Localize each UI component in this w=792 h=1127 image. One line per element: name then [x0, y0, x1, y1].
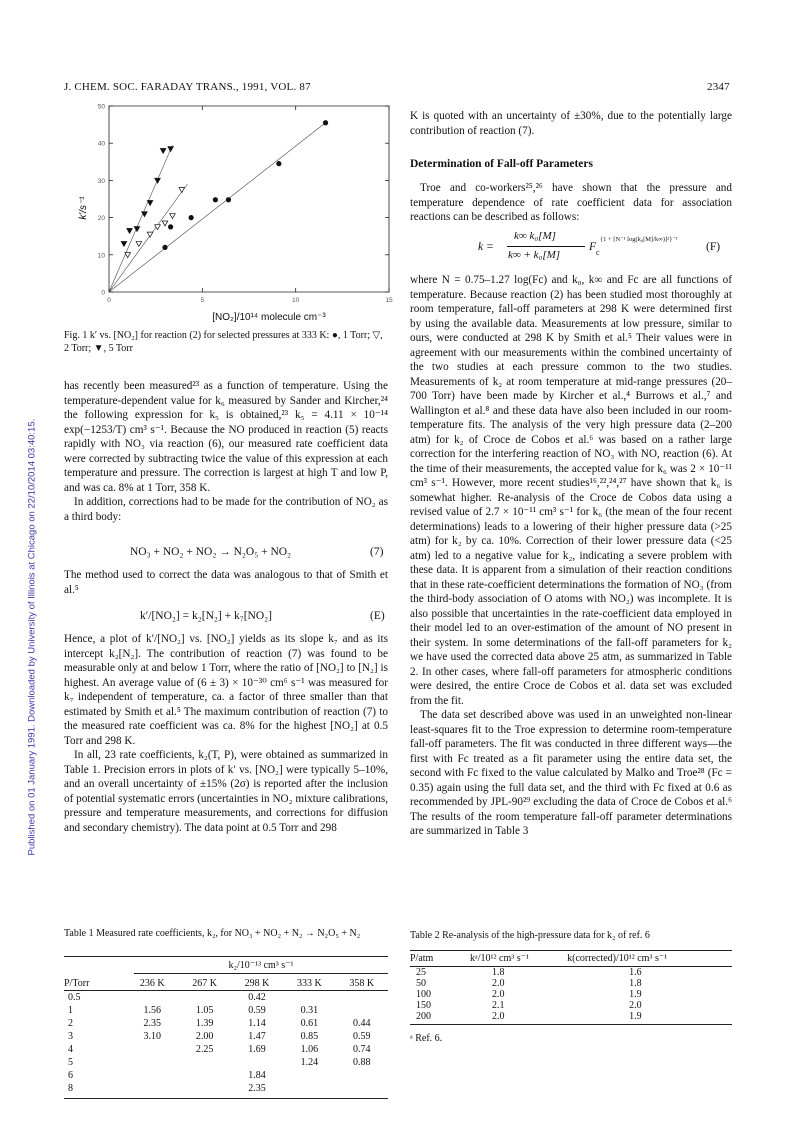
left-paragraph-3-block [64, 568, 388, 597]
x-tick-label: 5 [200, 297, 205, 304]
table-cell: 1.47 [248, 1031, 266, 1042]
table-row [64, 1069, 388, 1082]
fit-line [109, 123, 326, 292]
table-cell: 2 [68, 1018, 73, 1029]
left-paragraph-2: In addition, corrections had to be made for the contribution of NO₂ as a third body: [64, 496, 388, 523]
section-heading: Determination of Fall-off Parameters [410, 158, 593, 170]
equation-E-number: (E) [370, 610, 385, 622]
table-cell: 200 [416, 1011, 431, 1022]
right-column-top [410, 109, 732, 138]
table-cell: 1.39 [195, 1018, 214, 1029]
fit-line [109, 145, 172, 292]
table-1-col-header: 267 K [192, 978, 217, 989]
table-2-col-header: k(corrected)/10¹² cm³ s⁻¹ [567, 953, 668, 964]
table-cell: 0.85 [300, 1031, 319, 1042]
table-row [64, 1004, 388, 1017]
table-1-caption: Table 1 Measured rate coefficients, k₂, for NO₃ + NO₂ + N₂ → N₂O₅ + N₂ [64, 928, 361, 939]
download-watermark: Published on 01 January 1991. Downloaded by University of Illinois at Chicago on 22/10/2014 03:40:15. [26, 418, 38, 856]
table-row [64, 1043, 388, 1056]
table-row [410, 967, 732, 979]
x-tick-label: 10 [292, 297, 300, 304]
table-cell: 1.8 [492, 967, 505, 978]
table-1 [64, 956, 388, 1099]
fit-lines [109, 123, 326, 292]
table-cell [283, 1082, 335, 1095]
table-cell [336, 1082, 388, 1095]
data-point-2-torr [136, 241, 142, 246]
table-2-caption: Table 2 Re-analysis of the high-pressure data for k₂ of ref. 6 [410, 930, 650, 941]
data-point-1-torr [226, 197, 231, 202]
table-cell: 1.14 [248, 1018, 266, 1029]
equation-F-numerator: k∞ k₀[M] [514, 230, 556, 242]
table-cell: 2.0 [629, 1000, 642, 1011]
table-cell [178, 1056, 230, 1069]
x-tick-label: 0 [107, 297, 111, 304]
right-paragraph-0: K is quoted with an uncertainty of ±30%, due to the potentially large contribution of reaction (7). [410, 110, 732, 137]
table-cell [178, 1069, 230, 1082]
table-cell: 2.35 [143, 1018, 161, 1029]
table-cell [126, 1082, 178, 1095]
table-cell [283, 1069, 335, 1082]
table-cell: 3 [68, 1031, 73, 1042]
y-tick-label: 10 [97, 252, 105, 260]
table-row [64, 1082, 388, 1095]
table-cell: 150 [416, 1000, 431, 1011]
table-cell: 1.69 [248, 1044, 266, 1055]
left-paragraph-1: has recently been measured²³ as a function of temperature. Using the temperature-dependent value for k₆ measured by Sander and Kircher,²⁴ the following expression for k₅ is obtained,²³ k₅ = 4.11 × 10⁻¹⁴ exp(−1253/T) cm³ s⁻¹. Because the NO produced in reaction (5) reacts rapidly with NO₃ via reaction (6), our measured rate coefficient data were corrected by subtracting twice the value of this expression at each temperature and pressure. The correction is largest at high T and low P, and was ca. 8% at 1 Torr, 358 K. [64, 380, 388, 494]
data-point-2-torr [179, 188, 185, 193]
page-number: 2347 [707, 81, 730, 93]
data-point-2-torr [155, 225, 161, 230]
data-point-5-torr [147, 201, 153, 206]
table-cell: 2.35 [248, 1083, 266, 1094]
data-point-1-torr [323, 120, 328, 125]
x-tick-label: 15 [385, 297, 393, 304]
data-point-5-torr [168, 147, 174, 152]
data-point-1-torr [189, 215, 194, 220]
table-1-header-row [64, 977, 388, 991]
table-cell: 1.05 [195, 1005, 214, 1016]
equation-F-exponent: {1 + [N⁻¹ log(k₀[M]/k∞)]²}⁻¹ [600, 236, 678, 243]
table-row [410, 1011, 732, 1022]
equation-F-factor: F [589, 241, 597, 253]
equation-F-label: (F) [706, 241, 721, 253]
table-cell [336, 991, 388, 1005]
table-cell: 2.0 [492, 1011, 505, 1022]
y-axis-label: k′/s⁻¹ [78, 196, 89, 220]
table-cell: 0.74 [353, 1044, 371, 1055]
table-row [64, 1056, 388, 1069]
table-cell: 1.24 [300, 1057, 319, 1068]
table-cell [336, 1004, 388, 1017]
table-cell: 2.00 [195, 1031, 214, 1042]
table-cell: 2.0 [492, 989, 505, 1000]
figure-1-chart [64, 98, 404, 308]
table-cell: 1.9 [629, 1011, 642, 1022]
running-header: J. CHEM. SOC. FARADAY TRANS., 1991, VOL. 87 [64, 81, 311, 93]
y-tick-label: 20 [97, 215, 105, 223]
table-cell: 0.59 [353, 1031, 371, 1042]
left-paragraph-5: In all, 23 rate coefficients, k₂(T, P), were obtained as summarized in Table 1. Precision errors in plots of k′ vs. [NO₂] were typically 5–10%, and an overall uncertainty of ±15% (2σ) is reported after the inclusion of potential systematic errors (uncertainties in NO₂ mixture calibrations, pressure and temperature measurements, and corrections for diffusion and secondary chemistry). The data point at 0.5 Torr and 298 [64, 749, 388, 834]
table-1-col-header: P/Torr [64, 978, 90, 989]
data-point-1-torr [162, 245, 167, 250]
table-row [64, 991, 388, 1005]
table-cell: 0.42 [248, 992, 266, 1003]
data-point-1-torr [276, 161, 281, 166]
right-paragraph-1-block [410, 181, 732, 225]
data-point-2-torr [162, 221, 168, 226]
equation-7: NO₃ + NO₂ + NO₂ → N₂O₅ + NO₂ [130, 546, 292, 558]
data-points [121, 120, 328, 257]
data-point-2-torr [125, 253, 131, 258]
equation-7-number: (7) [370, 546, 384, 558]
table-cell: 1.84 [248, 1070, 266, 1081]
table-1-col-header: 236 K [139, 978, 165, 989]
table-cell: 25 [416, 967, 426, 978]
table-2-footnote: ᵃ Ref. 6. [410, 1033, 443, 1044]
table-cell [283, 991, 335, 1005]
y-tick-label: 50 [97, 103, 105, 111]
data-point-1-torr [168, 224, 173, 229]
y-tick-label: 0 [101, 289, 105, 297]
table-cell: 1.56 [143, 1005, 161, 1016]
data-point-5-torr [127, 228, 133, 233]
equation-F [410, 228, 732, 268]
table-2-header-row [410, 953, 732, 967]
equation-F-lhs: k = [478, 241, 494, 253]
table-row [410, 1000, 732, 1011]
table-row [410, 978, 732, 989]
table-1-col-header: 298 K [244, 978, 270, 989]
table-cell: 0.44 [353, 1018, 371, 1029]
table-cell: 8 [68, 1083, 73, 1094]
table-row [410, 989, 732, 1000]
data-point-5-torr [134, 227, 140, 232]
table-cell: 0.5 [68, 992, 81, 1003]
left-column-lower [64, 632, 388, 835]
table-1-col-header: 358 K [349, 978, 375, 989]
table-cell: 0.61 [300, 1018, 319, 1029]
equation-E: k′/[NO₂] = k₂[N₂] + k₇[NO₂] [140, 610, 272, 622]
table-2-col-header: kᵃ/10¹² cm³ s⁻¹ [470, 953, 529, 964]
table-cell [126, 1043, 178, 1056]
table-cell: 0.31 [300, 1005, 319, 1016]
data-point-5-torr [160, 148, 166, 153]
equation-F-subscript: c [596, 248, 600, 257]
data-point-5-torr [121, 241, 127, 246]
left-paragraph-3: The method used to correct the data was analogous to that of Smith et al.⁵ [64, 569, 388, 596]
right-column-main [410, 273, 732, 839]
y-tick-label: 30 [97, 177, 105, 185]
table-cell [178, 991, 230, 1005]
figure-1-caption: Fig. 1 k′ vs. [NO₂] for reaction (2) for selected pressures at 333 K: ●, 1 Torr; ▽, 2 Torr; ▼, 5 Torr [64, 330, 383, 354]
table-cell: 2.25 [195, 1044, 214, 1055]
table-cell [126, 1069, 178, 1082]
table-2-col-header: P/atm [410, 953, 434, 964]
table-cell [126, 991, 178, 1005]
table-cell [336, 1069, 388, 1082]
data-point-1-torr [213, 197, 218, 202]
table-cell [178, 1082, 230, 1095]
table-cell [231, 1056, 283, 1069]
table-cell: 4 [68, 1044, 73, 1055]
table-cell [126, 1056, 178, 1069]
x-axis-label: [NO₂]/10¹⁴ molecule cm⁻³ [212, 312, 326, 323]
left-column [64, 379, 388, 524]
table-cell: 0.88 [353, 1057, 371, 1068]
table-1-span-header: k₂/10⁻¹³ cm³ s⁻¹ [228, 960, 294, 971]
table-cell: 3.10 [143, 1031, 161, 1042]
data-point-2-torr [147, 232, 153, 237]
data-point-2-torr [170, 214, 176, 219]
table-cell: 0.59 [248, 1005, 266, 1016]
table-cell: 1.8 [629, 978, 642, 989]
table-cell: 1.6 [629, 967, 642, 978]
table-cell: 100 [416, 989, 431, 1000]
y-ticks [98, 104, 389, 297]
table-cell: 5 [68, 1057, 73, 1068]
y-tick-label: 40 [97, 140, 105, 148]
right-paragraph-1: Troe and co-workers²⁵,²⁶ have shown that the pressure and temperature dependence of rate coefficient data for association reactions can be described as follows: [410, 182, 732, 223]
table-cell: 50 [416, 978, 426, 989]
table-cell: 1.06 [300, 1044, 319, 1055]
table-row [64, 1030, 388, 1043]
right-paragraph-3: The data set described above was used in an unweighted non-linear least-squares fit to the Troe expression to determine room-temperature fall-off parameters. The fit was conducted in three different ways—the first with Fc treated as a fit parameter using the entire data set, the second with Fc fixed to the value calculated by Malko and Troe²⁸ (Fc = 0.35) again using the full data set, and the third with Fc fixed at 0.6 as recommended by JPL-90²⁹ excluding the data of Croce de Cobos et al.⁶ The results of the room temperature fall-off parameter determinations are summarized in Table 3 [410, 709, 732, 837]
right-paragraph-2: where N = 0.75–1.27 log(Fc) and k₀, k∞ and Fc are all functions of temperature. Because reaction (2) has been studied most thoroughly at room temperature, fall-off parameters at 298 K were determined first by using the available data. Measurements at low pressure, similar to ours, were conducted at 298 K by Smith et al.⁵ Their values were in agreement with our measurements within the combined uncertainty of the two studies at each pressure common to the two studies. Measurements of k₂ at room temperature at mid-range pressures (20–700 Torr) have been made by Kircher et al.,⁴ Burrows et al.,⁷ and Wallington et al.⁸ and these data have also been included in our room-temperature fits. The analysis of the very high pressure data (2–200 atm) for k₂ of Croce de Cobos et al.⁶ was based on a rather large correction for the interfering reaction of NO₃ with NO, reaction (6). At the time of their measurements, the accepted value for k₆ was 2 × 10⁻¹¹ cm³ s⁻¹. However, more recent studies¹⁶,²²,²⁴,²⁷ have shown that k₆ is somewhat higher. Re-analysis of the Croce de Cobos data using a revised value of 2.7 × 10⁻¹¹ cm³ s⁻¹ for k₆ (the mean of the four recent determinations) leads to a lowering of their higher pressure data (>25 atm) for k₂ by ca. 10%. Correction of their lower pressure data (<25 atm) led to a negative value for k₂, indicating a severe problem with these data. It is apparent from a simulation of their reaction conditions that in these rate-coefficient determinations the formation of NO₃ (from the third-body association of O atoms with NO₂) was incomplete. It is also possible that uncertainties in the rate-coefficient data employed in their model led to an over-estimation of the amount of NO present in their system. In some determinations of the fall-off parameters for k₂ we have used the corrected data above 25 atm, as summarized in Table 2. In other cases, where fall-off parameters for atmospheric conditions were desired, the entire Croce de Cobos et al. data set was excluded from the fit. [410, 274, 732, 707]
data-point-5-torr [155, 178, 161, 183]
table-cell: 2.0 [492, 978, 505, 989]
equation-F-denominator: k∞ + k₀[M] [508, 249, 561, 261]
table-cell: 6 [68, 1070, 73, 1081]
table-1-col-header: 333 K [297, 978, 322, 989]
table-cell: 2.1 [492, 1000, 505, 1011]
table-row [64, 1017, 388, 1030]
table-cell: 1.9 [629, 989, 642, 1000]
chart-axes [109, 106, 389, 292]
table-2 [410, 950, 732, 1046]
left-paragraph-4: Hence, a plot of k′/[NO₂] vs. [NO₂] yields as its slope k₇ and as its intercept k₂[N₂]. The contribution of reaction (7) was found to be measurable only at and below 1 Torr, where the ratio of [NO₂] to [N₂] is highest. An average value of (6 ± 3) × 10⁻³⁰ cm⁶ s⁻¹ was measured for k₇ independent of temperature, ca. a factor of three smaller than that estimated by Smith et al.⁵ The maximum contribution of reaction (7) to the measured rate coefficient was ca. 8% for the highest [NO₂] at 0.5 Torr and 298 K. [64, 633, 388, 747]
table-cell: 1 [68, 1005, 73, 1016]
